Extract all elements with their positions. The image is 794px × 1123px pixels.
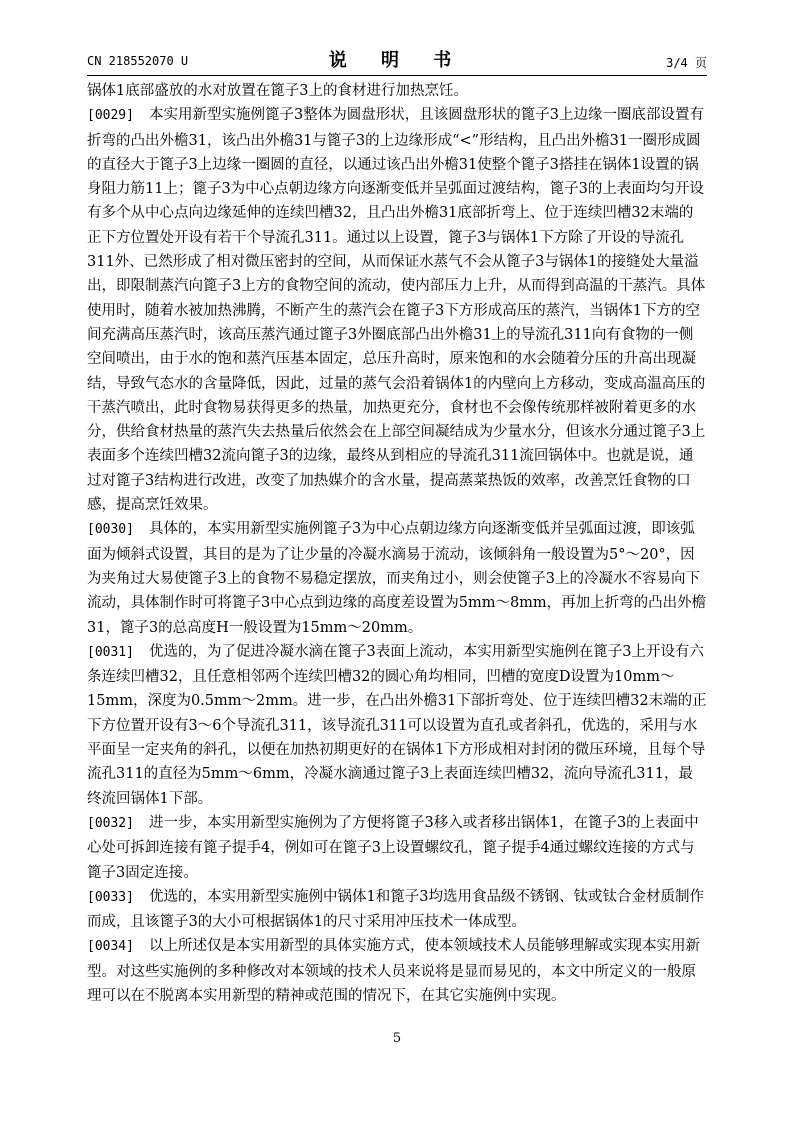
paragraph-0030 xyxy=(87,517,707,639)
document-body xyxy=(87,79,707,1008)
page-info: 3/4 页 xyxy=(666,56,707,70)
page-number: 5 xyxy=(392,1031,402,1046)
paragraph-number: [0032] xyxy=(87,815,134,831)
paragraph-0029 xyxy=(87,103,707,517)
paragraph-number: [0031] xyxy=(87,644,134,660)
header-divider xyxy=(87,75,707,76)
paragraph-number: [0034] xyxy=(87,939,134,955)
paragraph-number: [0033] xyxy=(87,889,134,905)
paragraph-text: 优选的，本实用新型实施例中锅体1和篦子3均选用食品级不锈钢、钛或钛合金材质制作而成，且该篦子3的大小可根据锅体1的尺寸采用冲压技术一体成型。 xyxy=(87,888,704,931)
paragraph-0032 xyxy=(87,811,707,885)
paragraph-0031 xyxy=(87,640,707,811)
paragraph-number: [0030] xyxy=(87,522,134,538)
publication-number: CN 218552070 U xyxy=(87,54,189,68)
paragraph-text: 具体的，本实用新型实施例篦子3为中心点朝边缘方向逐渐变低并呈弧面过渡，即该弧面为倾斜式设置，其目的是为了让少量的冷凝水滴易于流动，该倾斜角一般设置为5°～20°，因为夹角过大易使篦子3上的食物不易稳定摆放，而夹角过小，则会使篦子3上的冷凝水不容易向下流动，具体制作时可将篦子3中心点到边缘的高度差设置为5mm～8mm，再加上折弯的凸出外檐31，篦子3的总高度H一般设置为15mm～20mm。 xyxy=(87,521,707,636)
paragraph-number: [0029] xyxy=(87,108,134,124)
page-header xyxy=(87,46,707,74)
paragraph-text: 以上所述仅是本实用新型的具体实施方式，使本领域技术人员能够理解或实现本实用新型。对这些实施例的多种修改对本领域的技术人员来说将是显而易见的，本文中所定义的一般原理可以在不脱离本实用新型的精神或范围的情况下，在其它实施例中实现。 xyxy=(87,938,700,1004)
intro-text: 锅体1底部盛放的水对放置在篦子3上的食材进行加热烹饪。 xyxy=(87,83,468,99)
paragraph-text: 优选的，为了促进冷凝水滴在篦子3表面上流动，本实用新型实施例在篦子3上开设有六条连续凹槽32，且任意相邻两个连续凹槽32的圆心角均相同，凹槽的宽度D设置为10mm～15mm，深度为0.5mm～2mm。进一步，在凸出外檐31下部折弯处、位于连续凹槽32末端的正下方位置开设有3～6个导流孔311，该导流孔311可以设置为直孔或者斜孔，优选的，采用与水平面呈一定夹角的斜孔，以便在加热初期更好的在锅体1下方形成相对封闭的微压环境，且每个导流孔311的直径为5mm～6mm，冷凝水滴通过篦子3上表面连续凹槽32，流向导流孔311，最终流回锅体1下部。 xyxy=(87,643,707,807)
paragraph-text: 本实用新型实施例篦子3整体为圆盘形状，且该圆盘形状的篦子3上边缘一圈底部设置有折弯的凸出外檐31，该凸出外檐31与篦子3的上边缘形成“<”形结构，且凸出外檐31一圈形成圆的直径大于篦子3上边缘一圈圆的直径，以通过该凸出外檐31使整个篦子3搭挂在锅体1设置的锅身阻力筋11上；篦子3为中心点朝边缘方向逐渐变低并呈弧面过渡结构，篦子3的上表面均匀开设有多个从中心点向边缘延伸的连续凹槽32，且凸出外檐31底部折弯上、位于连续凹槽32末端的正下方位置处开设有若干个导流孔311。通过以上设置，篦子3与锅体1下方除了开设的导流孔311外、已然形成了相对微压密封的空间，从而保证水蒸气不会从篦子3与锅体1的接缝处大量溢出，即限制蒸汽向篦子3上方的食物空间的流动，使内部压力上升，从而得到高温的干蒸汽。具体使用时，随着水被加热沸腾，不断产生的蒸汽会在篦子3下方形成高压的蒸汽，当锅体1下方的空间充满高压蒸汽时，该高压蒸汽通过篦子3外圈底部凸出外檐31上的导流孔311向有食物的一侧空间喷出，由于水的饱和蒸汽压基本固定，总压升高时，原来饱和的水会随着分压的升高出现凝结，导致气态水的含量降低，因此，过量的蒸气会沿着锅体1的内壁向上方移动，变成高温高压的干蒸汽喷出，此时食物易获得更多的热量，加热更充分，食材也不会像传统那样被附着更多的水分，供给食材热量的蒸汽失去热量后依然会在上部空间凝结成为少量水分，但该水分通过篦子3上表面多个连续凹槽32流向篦子3的边缘，最终从到相应的导流孔311流回锅体中。也就是说，通过对篦子3结构进行改进，改变了加热媒介的含水量，提高蒸菜热饭的效率，改善烹饪食物的口感，提高烹饪效果。 xyxy=(87,107,706,514)
paragraph-0033 xyxy=(87,885,707,935)
document-title: 说 明 书 xyxy=(328,50,466,71)
paragraph-text: 进一步，本实用新型实施例为了方便将篦子3移入或者移出锅体1，在篦子3的上表面中心处可拆卸连接有篦子提手4，例如可在篦子3上设置螺纹孔，篦子提手4通过螺纹连接的方式与篦子3固定连接。 xyxy=(87,814,699,881)
paragraph-0034 xyxy=(87,934,707,1008)
